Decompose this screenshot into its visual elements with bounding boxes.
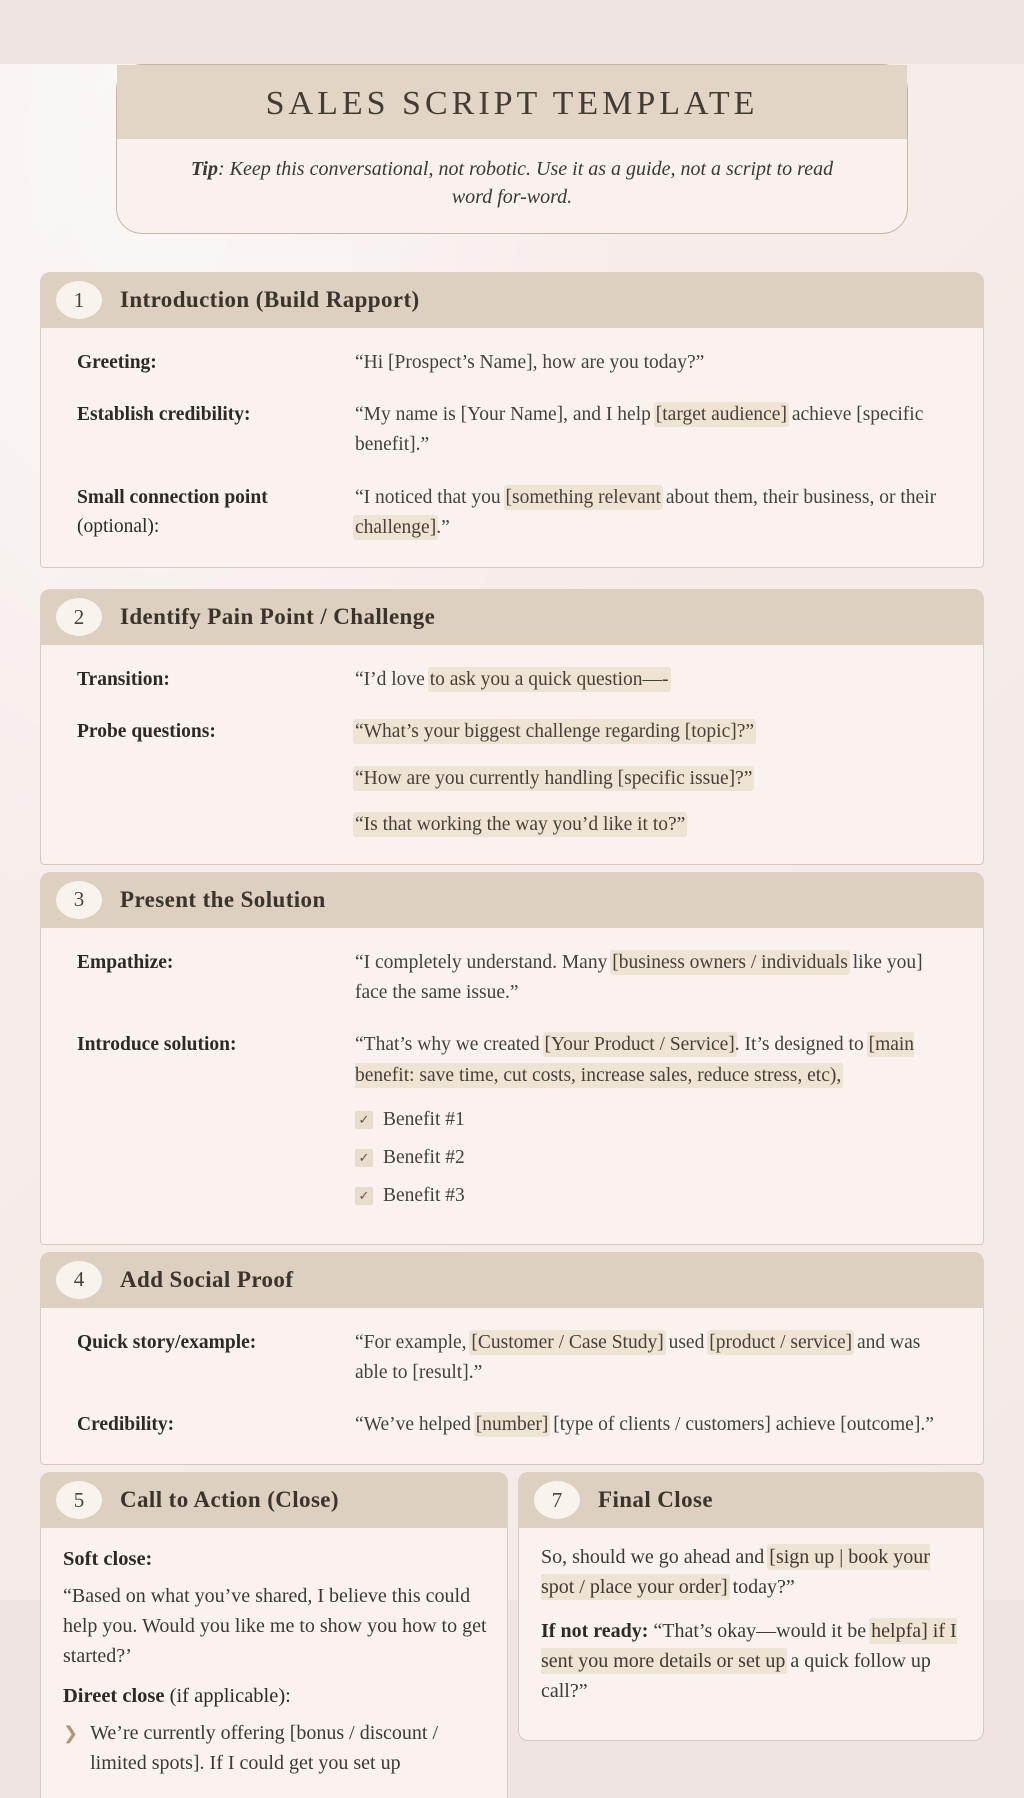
row-value: “I completely understand. Many [business owners / individuals like you] face the same issue.”	[355, 951, 923, 1004]
row-quick-story	[41, 1316, 983, 1398]
row-credibility	[41, 1398, 983, 1450]
direct-close-label: Direet close (if applicable):	[63, 1685, 291, 1708]
benefit-checklist	[355, 1105, 953, 1212]
section-3-header	[40, 872, 984, 928]
tip-text: Tip: Keep this conversational, not robotic. Use it as a guide, not a script to read word for-word.	[190, 158, 834, 208]
section-7-body	[518, 1528, 984, 1741]
probe-question: “How are you currently handling [specific issue]?”	[355, 767, 753, 789]
header-card	[116, 64, 908, 234]
checkmark-icon: ✓	[355, 1187, 373, 1205]
row-greeting	[41, 336, 983, 388]
section-4-header	[40, 1252, 984, 1308]
bottom-columns	[40, 1472, 984, 1798]
section-2-body	[40, 645, 984, 865]
section-final-close	[518, 1472, 984, 1741]
section-call-to-action	[40, 1472, 508, 1798]
row-label: Credibility:	[77, 1413, 175, 1435]
sales-script-template-page	[0, 64, 1024, 1775]
section-7-header	[518, 1472, 984, 1528]
probe-question: “Is that working the way you’d like it to?”	[355, 813, 686, 835]
row-establish-credibility	[41, 388, 983, 470]
benefit-label: Benefit #1	[383, 1108, 465, 1130]
probe-question: “What’s your biggest challenge regarding [topic]?”	[355, 721, 755, 743]
section-number-badge: 2	[56, 598, 102, 636]
section-title: Present the Solution	[120, 886, 326, 912]
section-present-solution	[40, 872, 984, 1245]
section-title: Call to Action (Close)	[120, 1487, 339, 1513]
checkmark-icon: ✓	[355, 1149, 373, 1167]
row-value: “My name is [Your Name], and I help [target audience] achieve [specific benefit].”	[355, 404, 924, 456]
soft-close-label: Soft close:	[63, 1548, 153, 1571]
row-value: “I noticed that you [something relevant about them, their business, or their challenge].”	[355, 486, 937, 538]
row-introduce-solution	[41, 1018, 983, 1229]
row-label: Quick story/example:	[77, 1331, 257, 1353]
section-number-badge: 1	[56, 281, 102, 319]
bullet-text: We’re currently offering [bonus / discount / limited spots]. If I could get you set up	[90, 1722, 439, 1775]
section-social-proof	[40, 1252, 984, 1466]
section-title: Introduction (Build Rapport)	[120, 287, 420, 312]
row-empathize	[41, 936, 983, 1018]
row-label: Greeting:	[77, 352, 157, 373]
section-4-body	[40, 1308, 984, 1466]
section-title: Final Close	[598, 1487, 713, 1513]
page-title: SALES SCRIPT TEMPLATE	[265, 85, 759, 122]
section-number-badge: 4	[56, 1261, 102, 1299]
row-value: “Hi [Prospect’s Name], how are you today?”	[355, 352, 705, 373]
if-not-ready-label: If not ready:	[541, 1620, 649, 1643]
section-introduction	[40, 272, 984, 568]
section-1-body	[40, 328, 984, 568]
section-title: Identify Pain Point / Challenge	[120, 604, 436, 630]
solution-text: “That’s why we created [Your Product / Service]. It’s designed to [main benefit: save time, cut costs, increase sales, reduce stress, etc),	[355, 1034, 915, 1086]
row-label-optional: (optional):	[77, 515, 160, 537]
section-title: Add Social Proof	[120, 1266, 294, 1292]
row-value: “For example, [Customer / Case Study] used [product / service] and was able to [result].”	[355, 1331, 921, 1383]
benefit-label: Benefit #3	[383, 1185, 465, 1207]
benefit-item	[355, 1105, 953, 1135]
section-number-badge: 5	[56, 1481, 102, 1519]
if-not-ready-text: If not ready: “That’s okay—would it be helpfa] if I sent you more details or set up a quick follow up call?”	[541, 1620, 957, 1703]
benefit-label: Benefit #2	[383, 1147, 465, 1169]
arrow-bullet-icon: ❯	[63, 1723, 79, 1744]
direct-close-bullet	[63, 1718, 487, 1778]
section-2-header	[40, 589, 984, 645]
row-label: Empathize:	[77, 951, 174, 973]
section-3-body	[40, 928, 984, 1245]
row-value: “I’d love to ask you a quick question—-	[355, 669, 669, 691]
row-label: Small connection point (optional):	[77, 483, 355, 542]
row-value	[355, 717, 953, 840]
soft-close-text: “Based on what you’ve shared, I believe this could help you. Would you like me to show you how to get started?’	[63, 1585, 487, 1668]
benefit-item	[355, 1143, 953, 1173]
section-gap	[0, 575, 1024, 589]
row-probe-questions	[41, 705, 983, 850]
section-5-header	[40, 1472, 508, 1528]
benefit-item	[355, 1181, 953, 1211]
row-small-connection-point	[41, 471, 983, 553]
section-5-body	[40, 1528, 508, 1798]
row-label: Establish credibility:	[77, 404, 251, 426]
final-close-text: So, should we go ahead and [sign up | book your spot / place your order] today?”	[541, 1546, 930, 1599]
section-number-badge: 7	[534, 1481, 580, 1519]
row-transition	[41, 653, 983, 705]
row-value	[355, 1030, 953, 1219]
row-label: Transition:	[77, 669, 170, 691]
checkmark-icon: ✓	[355, 1111, 373, 1129]
section-1-header	[40, 272, 984, 328]
section-pain-point	[40, 589, 984, 865]
row-label: Probe questions:	[77, 721, 216, 743]
tip-label: Tip	[190, 158, 218, 180]
header-title-band	[117, 65, 907, 139]
row-value: “We’ve helped [number] [type of clients / customers] achieve [outcome].”	[355, 1413, 934, 1435]
section-number-badge: 3	[56, 881, 102, 919]
row-label: Introduce solution:	[77, 1034, 237, 1056]
